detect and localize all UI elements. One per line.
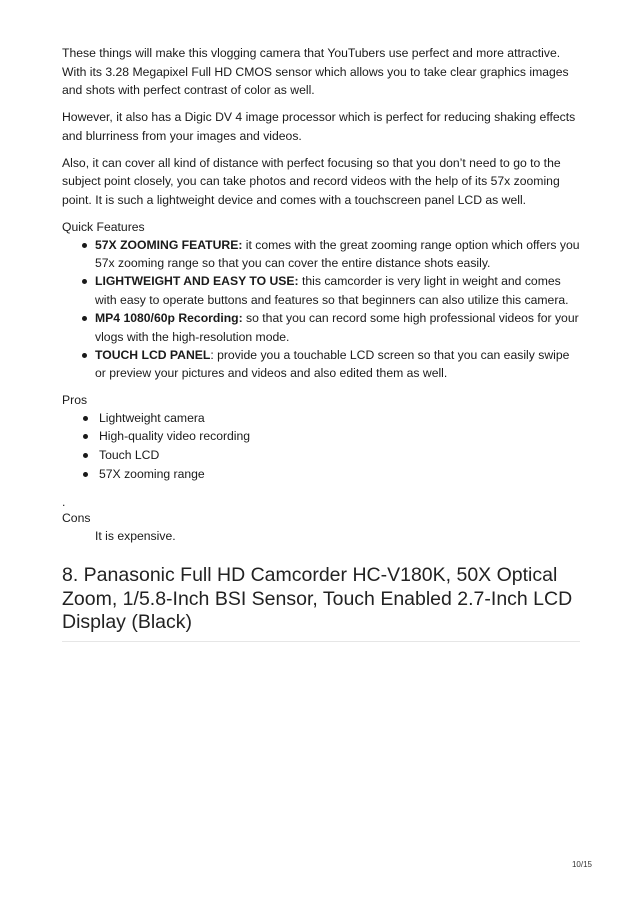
intro-paragraph-3: Also, it can cover all kind of distance with perfect focusing so that you don’t need to go to the subject point closely, you can take photos and record videos with the help of its 57x zooming point. It is such a lightweight device and comes with a touchscreen panel LCD as well. [62, 155, 561, 207]
separator-dot: . [62, 495, 66, 510]
cons-heading: Cons [62, 511, 91, 526]
document-page [62, 44, 580, 642]
quick-features-list [62, 236, 580, 383]
list-item [95, 272, 580, 309]
feature-text: so that you can record some high professional videos for your vlogs with the high-resolution mode. [95, 311, 579, 344]
list-item [95, 346, 580, 383]
feature-label: TOUCH LCD PANEL [95, 348, 211, 363]
pros-heading: Pros [62, 392, 88, 407]
feature-text: it comes with the great zooming range option which offers you 57x zooming range so that you can cover the entire distance shots easily. [95, 237, 580, 271]
list-item: Touch LCD [99, 446, 580, 465]
list-item [95, 236, 580, 273]
feature-text: : provide you a touchable LCD screen so that you can easily swipe or preview your pictures and videos and also edited them as well. [95, 348, 570, 381]
feature-text: this camcorder is very light in weight and comes with easy to operate buttons and features so that beginners can also utilize this camera. [95, 274, 569, 307]
pros-list [62, 409, 580, 483]
list-item: High-quality video recording [99, 427, 580, 446]
cons-item: It is expensive. [95, 529, 176, 544]
list-item: Lightweight camera [99, 409, 580, 428]
page-number: 10/15 [571, 860, 592, 869]
feature-label: 57X ZOOMING FEATURE: [95, 237, 243, 252]
product-heading: 8. Panasonic Full HD Camcorder HC-V180K, 50X Optical Zoom, 1/5.8-Inch BSI Sensor, Touch Enabled 2.7-Inch LCD Display (Black) [62, 564, 580, 642]
feature-label: LIGHTWEIGHT AND EASY TO USE: [95, 274, 299, 289]
intro-paragraph-2: However, it also has a Digic DV 4 image processor which is perfect for reducing shaking effects and blurriness from your images and videos. [62, 110, 576, 143]
feature-label: MP4 1080/60p Recording: [95, 311, 243, 326]
intro-paragraph-1: These things will make this vlogging camera that YouTubers use perfect and more attractive. With its 3.28 Megapixel Full HD CMOS sensor which allows you to take clear graphics images and shots with perfect contrast of color as well. [62, 46, 569, 98]
list-item: 57X zooming range [99, 465, 580, 484]
list-item [95, 309, 580, 346]
quick-features-heading: Quick Features [62, 219, 145, 234]
